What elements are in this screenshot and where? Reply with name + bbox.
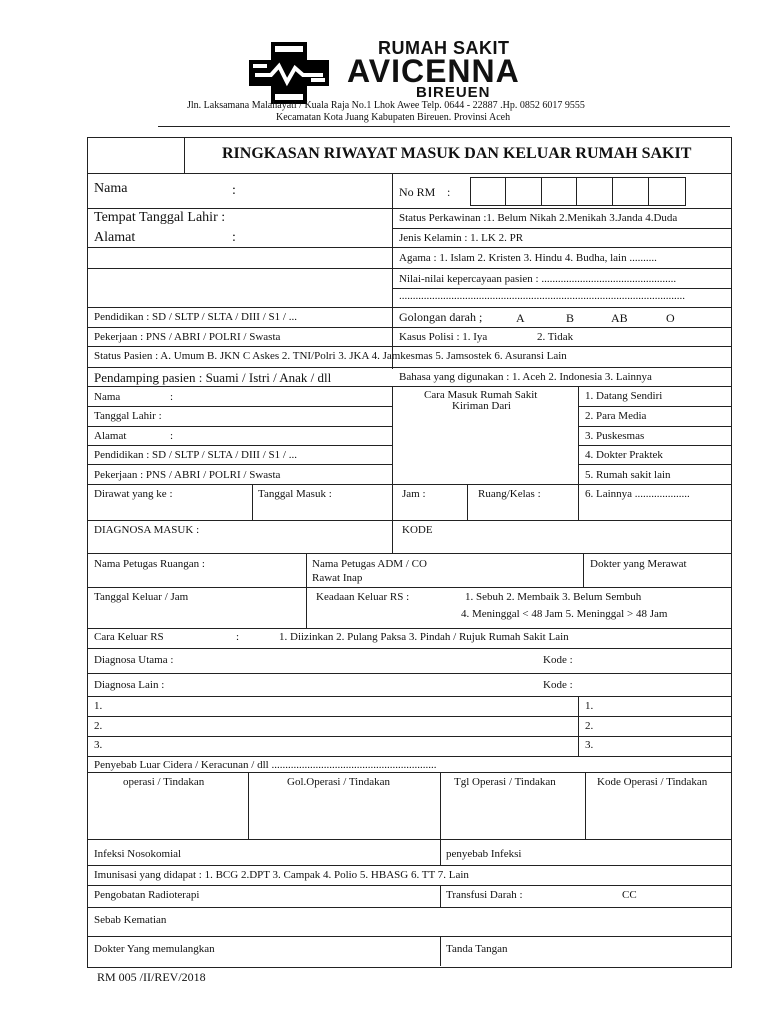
label-diag-utama: Diagnosa Utama : <box>94 654 174 666</box>
form-title: RINGKASAN RIWAYAT MASUK DAN KELUAR RUMAH SAKIT <box>222 145 692 162</box>
label-kasus-tidak: 2. Tidak <box>537 331 574 343</box>
colon-alamat: : <box>232 230 236 245</box>
label-ruang: Ruang/Kelas : <box>478 488 541 500</box>
keadaan-opts-2: 4. Meninggal < 48 Jam 5. Meninggal > 48 Jam <box>461 608 668 620</box>
label-infeksi: Infeksi Nosokomial <box>94 848 182 860</box>
kiriman-3: 3. Puskesmas <box>585 430 645 442</box>
gol-b: B <box>566 311 575 325</box>
colon-nama: : <box>232 183 236 198</box>
label-petugas-ruangan: Nama Petugas Ruangan : <box>94 558 205 570</box>
label-tgl-keluar: Tanggal Keluar / Jam <box>94 591 189 603</box>
label-tanda-tangan: Tanda Tangan <box>446 943 508 955</box>
label-keadaan: Keadaan Keluar RS : <box>316 591 410 603</box>
footer-code: RM 005 /II/REV/2018 <box>97 970 206 984</box>
label-jenis-kelamin: Jenis Kelamin : 1. LK 2. PR <box>399 232 524 244</box>
label-radioterapi: Pengobatan Radioterapi <box>94 889 200 901</box>
hospital-cross-logo-icon <box>249 42 329 104</box>
label-dokter-rawat: Dokter yang Merawat <box>590 558 687 570</box>
label-nama: Nama <box>94 181 128 196</box>
hospital-line1: RUMAH SAKIT <box>378 38 510 58</box>
label-kode-operasi: Kode Operasi / Tindakan <box>597 776 708 788</box>
label-kode-lain: Kode : <box>543 679 573 691</box>
diag-lain-3: 3. <box>94 739 103 751</box>
label-imunisasi: Imunisasi yang didapat : 1. BCG 2.DPT 3. Campak 4. Polio 5. HBASG 6. TT 7. Lain <box>94 869 469 881</box>
label-kode: KODE <box>402 524 433 536</box>
label-pendidikan: Pendidikan : SD / SLTP / SLTA / DIII / S1 / ... <box>94 311 297 323</box>
diag-lain-2: 2. <box>94 720 103 732</box>
dots-line: ........................................................................................................ <box>399 290 685 302</box>
label-operasi: operasi / Tindakan <box>123 776 205 788</box>
label-gol-operasi: Gol.Operasi / Tindakan <box>287 776 390 788</box>
kiriman-4: 4. Dokter Praktek <box>585 449 663 461</box>
p-pendidikan: Pendidikan : SD / SLTP / SLTA / DIII / S1 / ... <box>94 449 297 461</box>
kode-lain-3: 3. <box>585 739 594 751</box>
label-sebab-kematian: Sebab Kematian <box>94 914 167 926</box>
label-cc: CC <box>622 889 637 901</box>
label-petugas-adm-1: Nama Petugas ADM / CO <box>312 558 427 570</box>
label-no-rm: No RM <box>399 185 436 199</box>
hospital-name: AVICENNA <box>347 53 520 89</box>
label-status-perkawinan: Status Perkawinan :1. Belum Nikah 2.Menikah 3.Janda 4.Duda <box>399 212 678 224</box>
p-nama-colon: : <box>170 391 174 403</box>
colon-no-rm: : <box>447 185 451 199</box>
label-cara-keluar: Cara Keluar RS <box>94 631 164 643</box>
label-jam: Jam : <box>402 488 426 500</box>
cara-masuk-2: Kiriman Dari <box>452 400 511 412</box>
p-tgl: Tanggal Lahir : <box>94 410 162 422</box>
label-penyebab-infeksi: penyebab Infeksi <box>446 848 522 860</box>
kode-lain-2: 2. <box>585 720 594 732</box>
p-nama: Nama <box>94 391 121 403</box>
label-bahasa: Bahasa yang digunakan : 1. Aceh 2. Indonesia 3. Lainnya <box>399 371 652 383</box>
hospital-logo <box>249 42 329 104</box>
gol-ab: AB <box>611 311 628 325</box>
label-diag-lain: Diagnosa Lain : <box>94 679 165 691</box>
gol-o: O <box>666 311 675 325</box>
label-agama: Agama : 1. Islam 2. Kristen 3. Hindu 4. Budha, lain .......... <box>399 252 657 264</box>
kiriman-2: 2. Para Media <box>585 410 647 422</box>
address-line1: Jln. Laksamana Malahayati / Kuala Raja No.1 Lhok Awee Telp. 0644 - 22887 .Hp. 0852 6017 9555 <box>187 100 585 111</box>
label-kasus-polisi: Kasus Polisi : 1. Iya <box>399 331 488 343</box>
label-dokter-pulang: Dokter Yang memulangkan <box>94 943 215 955</box>
label-status-pasien: Status Pasien : A. Umum B. JKN C Askes 2. TNI/Polri 3. JKA 4. Jamkesmas 5. Jamsostek 6. Asuransi Lain <box>94 350 567 362</box>
label-kode-utama: Kode : <box>543 654 573 666</box>
label-transfusi: Transfusi Darah : <box>446 889 523 901</box>
hospital-city: BIREUEN <box>416 84 491 101</box>
keadaan-opts-1: 1. Sebuh 2. Membaik 3. Belum Sembuh <box>465 591 642 603</box>
address-line2: Kecamatan Kota Juang Kabupaten Bireuen. Provinsi Aceh <box>276 112 511 123</box>
label-tgl-masuk: Tanggal Masuk : <box>258 488 332 500</box>
no-rm-boxes[interactable] <box>470 177 686 206</box>
label-tgl-operasi: Tgl Operasi / Tindakan <box>454 776 556 788</box>
label-pekerjaan: Pekerjaan : PNS / ABRI / POLRI / Swasta <box>94 331 281 343</box>
cara-masuk-1: Cara Masuk Rumah Sakit <box>424 389 538 401</box>
kiriman-1: 1. Datang Sendiri <box>585 390 663 402</box>
p-pekerjaan: Pekerjaan : PNS / ABRI / POLRI / Swasta <box>94 469 281 481</box>
kiriman-6: 6. Lainnya .................... <box>585 488 690 500</box>
diag-lain-1: 1. <box>94 700 103 712</box>
p-alamat-colon: : <box>170 430 174 442</box>
label-petugas-adm-2: Rawat Inap <box>312 572 363 584</box>
label-golongan: Golongan darah ; <box>399 310 483 324</box>
gol-a: A <box>516 311 525 325</box>
p-alamat: Alamat <box>94 430 127 442</box>
cara-keluar-opts: 1. Diizinkan 2. Pulang Paksa 3. Pindah / Rujuk Rumah Sakit Lain <box>279 631 569 643</box>
header-divider <box>158 126 730 127</box>
colon-cara-keluar: : <box>236 631 240 643</box>
label-nilai: Nilai-nilai kepercayaan pasien : ................................................. <box>399 273 677 285</box>
label-penyebab-luar: Penyebab Luar Cidera / Keracunan / dll ............................................................ <box>94 759 437 771</box>
label-alamat: Alamat <box>94 230 136 245</box>
kiriman-5: 5. Rumah sakit lain <box>585 469 671 481</box>
label-tempat-lahir: Tempat Tanggal Lahir : <box>94 210 226 225</box>
label-diag-masuk: DIAGNOSA MASUK : <box>94 524 200 536</box>
label-dirawat: Dirawat yang ke : <box>94 488 173 500</box>
kode-lain-1: 1. <box>585 700 594 712</box>
label-pendamping: Pendamping pasien : Suami / Istri / Anak / dll <box>94 370 332 385</box>
